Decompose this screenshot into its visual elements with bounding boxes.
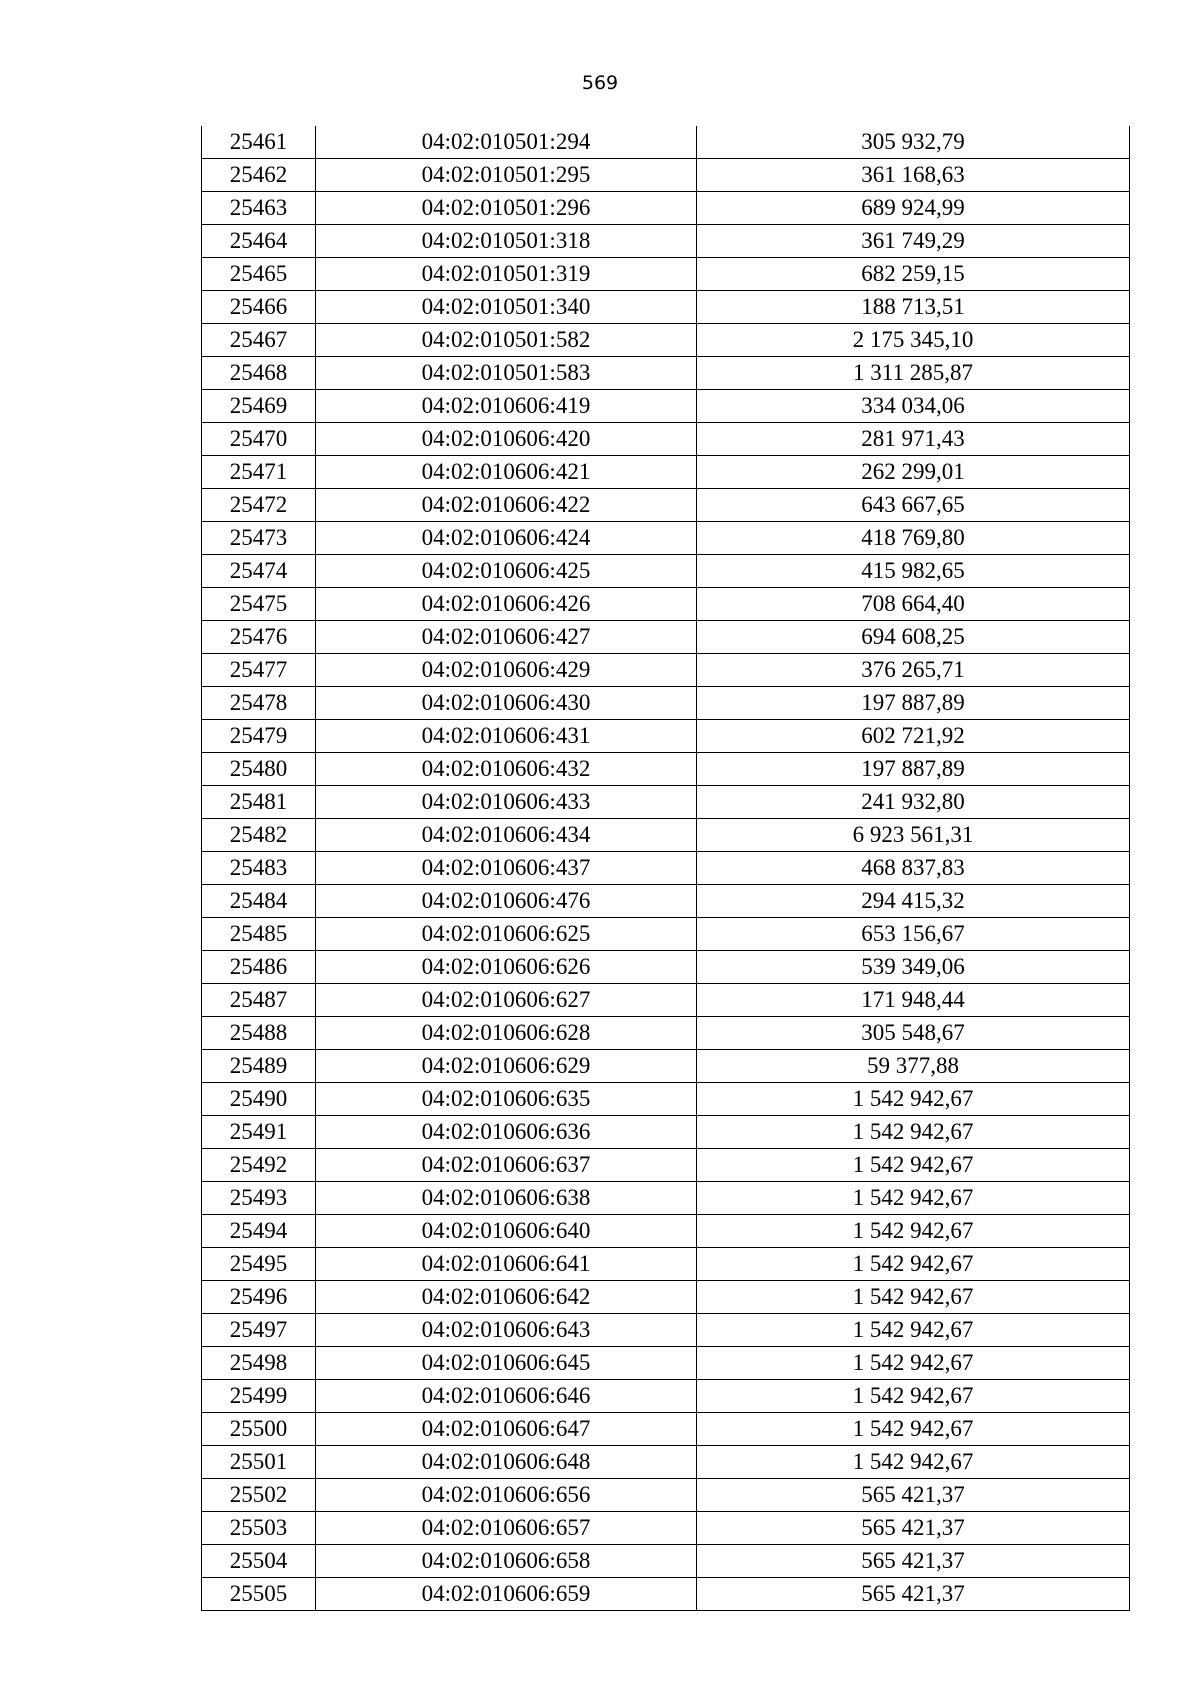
cadastral-number-cell: 04:02:010606:425 [316, 555, 697, 588]
row-number-cell: 25492 [202, 1149, 316, 1182]
cadastral-value-cell: 468 837,83 [697, 852, 1130, 885]
row-number-cell: 25486 [202, 951, 316, 984]
cadastral-number-cell: 04:02:010606:628 [316, 1017, 697, 1050]
row-number-cell: 25503 [202, 1512, 316, 1545]
row-number-cell: 25472 [202, 489, 316, 522]
table-row [202, 357, 1130, 390]
cadastral-value-cell: 418 769,80 [697, 522, 1130, 555]
row-number-cell: 25470 [202, 423, 316, 456]
cadastral-value-cell: 1 542 942,67 [697, 1149, 1130, 1182]
table-row [202, 258, 1130, 291]
cadastral-number-cell: 04:02:010501:582 [316, 324, 697, 357]
cadastral-value-cell: 262 299,01 [697, 456, 1130, 489]
cadastral-value-cell: 1 542 942,67 [697, 1281, 1130, 1314]
cadastral-number-cell: 04:02:010501:583 [316, 357, 697, 390]
cadastral-value-cell: 565 421,37 [697, 1578, 1130, 1611]
cadastral-value-cell: 361 749,29 [697, 225, 1130, 258]
cadastral-value-cell: 415 982,65 [697, 555, 1130, 588]
table-row [202, 885, 1130, 918]
table-body [202, 126, 1130, 1611]
cadastral-number-cell: 04:02:010606:426 [316, 588, 697, 621]
cadastral-number-cell: 04:02:010606:429 [316, 654, 697, 687]
cadastral-value-cell: 1 311 285,87 [697, 357, 1130, 390]
cadastral-number-cell: 04:02:010501:295 [316, 159, 697, 192]
cadastral-value-cell: 334 034,06 [697, 390, 1130, 423]
cadastral-value-cell: 305 548,67 [697, 1017, 1130, 1050]
table-row [202, 489, 1130, 522]
cadastral-value-cell: 294 415,32 [697, 885, 1130, 918]
table-row [202, 1248, 1130, 1281]
cadastral-value-cell: 1 542 942,67 [697, 1248, 1130, 1281]
table-row [202, 291, 1130, 324]
cadastral-number-cell: 04:02:010606:422 [316, 489, 697, 522]
table-row [202, 1116, 1130, 1149]
row-number-cell: 25501 [202, 1446, 316, 1479]
cadastral-number-cell: 04:02:010606:657 [316, 1512, 697, 1545]
row-number-cell: 25502 [202, 1479, 316, 1512]
row-number-cell: 25467 [202, 324, 316, 357]
table-row [202, 1017, 1130, 1050]
table-row [202, 1413, 1130, 1446]
row-number-cell: 25505 [202, 1578, 316, 1611]
table-row [202, 819, 1130, 852]
table-row [202, 621, 1130, 654]
row-number-cell: 25483 [202, 852, 316, 885]
row-number-cell: 25461 [202, 126, 316, 159]
cadastral-value-cell: 1 542 942,67 [697, 1116, 1130, 1149]
row-number-cell: 25484 [202, 885, 316, 918]
cadastral-number-cell: 04:02:010606:419 [316, 390, 697, 423]
table-row [202, 1314, 1130, 1347]
cadastral-value-cell: 361 168,63 [697, 159, 1130, 192]
cadastral-value-cell: 565 421,37 [697, 1545, 1130, 1578]
row-number-cell: 25479 [202, 720, 316, 753]
cadastral-number-cell: 04:02:010606:658 [316, 1545, 697, 1578]
cadastral-number-cell: 04:02:010606:427 [316, 621, 697, 654]
cadastral-value-cell: 376 265,71 [697, 654, 1130, 687]
cadastral-value-cell: 171 948,44 [697, 984, 1130, 1017]
row-number-cell: 25464 [202, 225, 316, 258]
table-row [202, 324, 1130, 357]
cadastral-value-cell: 197 887,89 [697, 687, 1130, 720]
cadastral-number-cell: 04:02:010606:629 [316, 1050, 697, 1083]
cadastral-number-cell: 04:02:010606:432 [316, 753, 697, 786]
table-row [202, 522, 1130, 555]
cadastral-value-cell: 59 377,88 [697, 1050, 1130, 1083]
row-number-cell: 25466 [202, 291, 316, 324]
cadastral-value-cell: 1 542 942,67 [697, 1314, 1130, 1347]
table-row [202, 1347, 1130, 1380]
table-row [202, 390, 1130, 423]
cadastral-value-cell: 539 349,06 [697, 951, 1130, 984]
cadastral-value-cell: 281 971,43 [697, 423, 1130, 456]
cadastral-number-cell: 04:02:010606:646 [316, 1380, 697, 1413]
table-row [202, 1281, 1130, 1314]
row-number-cell: 25468 [202, 357, 316, 390]
cadastral-value-cell: 565 421,37 [697, 1479, 1130, 1512]
row-number-cell: 25487 [202, 984, 316, 1017]
row-number-cell: 25474 [202, 555, 316, 588]
cadastral-value-cell: 1 542 942,67 [697, 1182, 1130, 1215]
cadastral-number-cell: 04:02:010606:635 [316, 1083, 697, 1116]
cadastral-number-cell: 04:02:010606:424 [316, 522, 697, 555]
cadastral-number-cell: 04:02:010606:640 [316, 1215, 697, 1248]
row-number-cell: 25477 [202, 654, 316, 687]
table-row [202, 192, 1130, 225]
row-number-cell: 25482 [202, 819, 316, 852]
row-number-cell: 25494 [202, 1215, 316, 1248]
table-row [202, 1512, 1130, 1545]
row-number-cell: 25504 [202, 1545, 316, 1578]
cadastral-value-cell: 6 923 561,31 [697, 819, 1130, 852]
cadastral-number-cell: 04:02:010606:625 [316, 918, 697, 951]
table-row [202, 1182, 1130, 1215]
cadastral-value-cell: 1 542 942,67 [697, 1347, 1130, 1380]
cadastral-value-cell: 708 664,40 [697, 588, 1130, 621]
cadastral-value-cell: 2 175 345,10 [697, 324, 1130, 357]
page-number: 569 [581, 72, 619, 94]
cadastral-value-cell: 1 542 942,67 [697, 1215, 1130, 1248]
cadastral-number-cell: 04:02:010606:645 [316, 1347, 697, 1380]
cadastral-number-cell: 04:02:010501:296 [316, 192, 697, 225]
table-row [202, 1545, 1130, 1578]
row-number-cell: 25500 [202, 1413, 316, 1446]
cadastral-value-cell: 241 932,80 [697, 786, 1130, 819]
row-number-cell: 25463 [202, 192, 316, 225]
cadastral-value-cell: 682 259,15 [697, 258, 1130, 291]
row-number-cell: 25491 [202, 1116, 316, 1149]
table-row [202, 687, 1130, 720]
table-row [202, 786, 1130, 819]
row-number-cell: 25497 [202, 1314, 316, 1347]
cadastral-number-cell: 04:02:010606:420 [316, 423, 697, 456]
cadastral-number-cell: 04:02:010606:434 [316, 819, 697, 852]
row-number-cell: 25469 [202, 390, 316, 423]
cadastral-number-cell: 04:02:010606:642 [316, 1281, 697, 1314]
table-row [202, 1446, 1130, 1479]
cadastral-number-cell: 04:02:010606:626 [316, 951, 697, 984]
cadastral-number-cell: 04:02:010606:636 [316, 1116, 697, 1149]
cadastral-number-cell: 04:02:010606:656 [316, 1479, 697, 1512]
table-row [202, 1050, 1130, 1083]
cadastral-value-cell: 602 721,92 [697, 720, 1130, 753]
table-row [202, 555, 1130, 588]
cadastral-number-cell: 04:02:010501:340 [316, 291, 697, 324]
table-row [202, 1149, 1130, 1182]
table-row [202, 1578, 1130, 1611]
cadastral-number-cell: 04:02:010606:659 [316, 1578, 697, 1611]
row-number-cell: 25495 [202, 1248, 316, 1281]
table-row [202, 159, 1130, 192]
row-number-cell: 25496 [202, 1281, 316, 1314]
row-number-cell: 25485 [202, 918, 316, 951]
table-row [202, 951, 1130, 984]
table-row [202, 720, 1130, 753]
cadastral-value-cell: 305 932,79 [697, 126, 1130, 159]
cadastral-value-table [201, 126, 1130, 1611]
cadastral-number-cell: 04:02:010606:431 [316, 720, 697, 753]
cadastral-number-cell: 04:02:010606:433 [316, 786, 697, 819]
cadastral-number-cell: 04:02:010606:638 [316, 1182, 697, 1215]
cadastral-number-cell: 04:02:010606:437 [316, 852, 697, 885]
table-row [202, 1479, 1130, 1512]
table-row [202, 852, 1130, 885]
cadastral-number-cell: 04:02:010606:421 [316, 456, 697, 489]
cadastral-value-cell: 197 887,89 [697, 753, 1130, 786]
row-number-cell: 25499 [202, 1380, 316, 1413]
row-number-cell: 25488 [202, 1017, 316, 1050]
row-number-cell: 25462 [202, 159, 316, 192]
row-number-cell: 25471 [202, 456, 316, 489]
cadastral-number-cell: 04:02:010606:641 [316, 1248, 697, 1281]
table-row [202, 654, 1130, 687]
table-row [202, 1215, 1130, 1248]
row-number-cell: 25493 [202, 1182, 316, 1215]
cadastral-value-cell: 565 421,37 [697, 1512, 1130, 1545]
table-row [202, 456, 1130, 489]
cadastral-number-cell: 04:02:010501:294 [316, 126, 697, 159]
row-number-cell: 25480 [202, 753, 316, 786]
table-row [202, 984, 1130, 1017]
row-number-cell: 25498 [202, 1347, 316, 1380]
cadastral-value-cell: 689 924,99 [697, 192, 1130, 225]
cadastral-value-cell: 1 542 942,67 [697, 1446, 1130, 1479]
cadastral-value-cell: 694 608,25 [697, 621, 1130, 654]
row-number-cell: 25489 [202, 1050, 316, 1083]
row-number-cell: 25475 [202, 588, 316, 621]
table-row [202, 918, 1130, 951]
cadastral-value-cell: 1 542 942,67 [697, 1083, 1130, 1116]
table-row [202, 126, 1130, 159]
cadastral-number-cell: 04:02:010606:430 [316, 687, 697, 720]
cadastral-number-cell: 04:02:010501:319 [316, 258, 697, 291]
cadastral-number-cell: 04:02:010606:643 [316, 1314, 697, 1347]
row-number-cell: 25476 [202, 621, 316, 654]
row-number-cell: 25478 [202, 687, 316, 720]
row-number-cell: 25481 [202, 786, 316, 819]
cadastral-value-cell: 1 542 942,67 [697, 1380, 1130, 1413]
cadastral-number-cell: 04:02:010606:627 [316, 984, 697, 1017]
table-row [202, 1380, 1130, 1413]
table-row [202, 753, 1130, 786]
cadastral-number-cell: 04:02:010501:318 [316, 225, 697, 258]
cadastral-value-cell: 643 667,65 [697, 489, 1130, 522]
row-number-cell: 25473 [202, 522, 316, 555]
table-row [202, 423, 1130, 456]
row-number-cell: 25465 [202, 258, 316, 291]
table-row [202, 588, 1130, 621]
table-row [202, 1083, 1130, 1116]
cadastral-value-cell: 188 713,51 [697, 291, 1130, 324]
cadastral-number-cell: 04:02:010606:648 [316, 1446, 697, 1479]
row-number-cell: 25490 [202, 1083, 316, 1116]
cadastral-value-cell: 653 156,67 [697, 918, 1130, 951]
cadastral-value-cell: 1 542 942,67 [697, 1413, 1130, 1446]
table-row [202, 225, 1130, 258]
cadastral-number-cell: 04:02:010606:476 [316, 885, 697, 918]
cadastral-number-cell: 04:02:010606:637 [316, 1149, 697, 1182]
cadastral-number-cell: 04:02:010606:647 [316, 1413, 697, 1446]
